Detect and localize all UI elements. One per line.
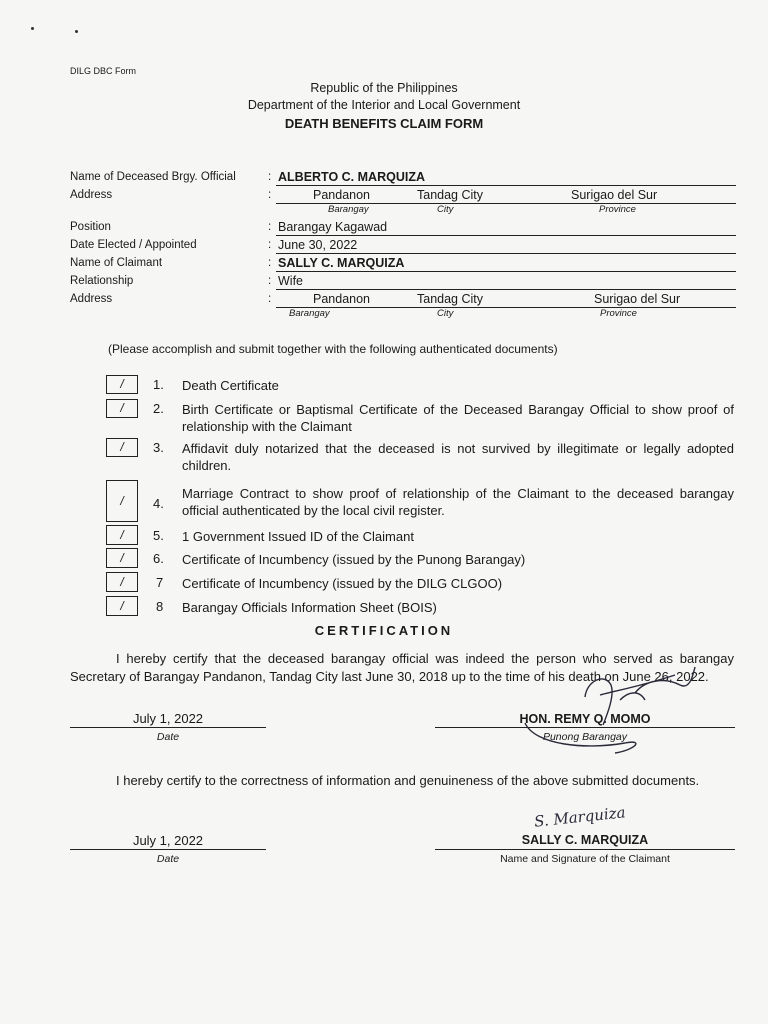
date-elected-label: Date Elected / Appointed — [70, 239, 197, 251]
colon: : — [268, 171, 272, 183]
date-label: Date — [156, 731, 180, 743]
sub-label-province: Province — [600, 308, 637, 319]
check-mark: / — [120, 377, 124, 391]
sub-label-city: City — [437, 204, 454, 215]
position-value: Barangay Kagawad — [278, 220, 388, 234]
document-item-text: 1 Government Issued ID of the Claimant — [182, 529, 414, 544]
claimant-address-barangay: Pandanon — [313, 292, 371, 306]
claimant-address-province: Surigao del Sur — [594, 292, 681, 306]
sub-label-barangay: Barangay — [289, 308, 330, 319]
certification-date-1: July 1, 2022 — [132, 711, 204, 726]
checkbox-incumbency-punong[interactable] — [106, 548, 138, 568]
punong-barangay-title: Punong Barangay — [542, 731, 628, 743]
document-item-text: Barangay Officials Information Sheet (BOIS) — [182, 600, 437, 615]
claimant-signature: S. Marquiza — [533, 803, 627, 831]
claimant-signature-name: SALLY C. MARQUIZA — [521, 833, 649, 847]
check-mark: / — [120, 401, 124, 415]
field-underline — [276, 253, 736, 254]
sub-label-province: Province — [599, 204, 636, 215]
header-republic: Republic of the Philippines — [310, 81, 458, 95]
form-code: DILG DBC Form — [70, 66, 137, 76]
item-number: 8 — [156, 599, 164, 614]
claimant-value: SALLY C. MARQUIZA — [278, 256, 405, 270]
claimant-address-label: Address — [70, 293, 113, 305]
item-number: 5. — [153, 528, 164, 543]
relationship-label: Relationship — [70, 275, 134, 287]
colon: : — [268, 189, 272, 201]
correctness-paragraph: I hereby certify to the correctness of information and genuineness of the above submitted documents. — [116, 773, 700, 788]
item-number: 2. — [153, 401, 164, 416]
field-underline — [276, 235, 736, 236]
claimant-caption: Name and Signature of the Claimant — [500, 853, 670, 865]
deceased-name-label: Name of Deceased Brgy. Official — [70, 171, 236, 183]
document-item-text: Marriage Contract to show proof of relationship of the Claimant to the deceased barangay official authenticated by the local civil register. — [182, 486, 734, 518]
check-mark: / — [120, 494, 124, 508]
check-mark: / — [120, 599, 124, 613]
document-item-text: Certificate of Incumbency (issued by the DILG CLGOO) — [182, 576, 503, 591]
deceased-name-value: ALBERTO C. MARQUIZA — [278, 170, 425, 184]
field-underline — [276, 271, 736, 272]
certification-title: CERTIFICATION — [314, 623, 454, 638]
scan-dot — [75, 30, 78, 33]
colon: : — [268, 239, 272, 251]
check-mark: / — [120, 528, 124, 542]
date-underline — [70, 849, 266, 850]
item-number: 6. — [153, 551, 164, 566]
checkbox-affidavit[interactable] — [106, 438, 138, 457]
checkbox-death-certificate[interactable] — [106, 375, 138, 394]
field-underline — [276, 185, 736, 186]
address-barangay-value: Pandanon — [313, 188, 371, 202]
certification-paragraph: I hereby certify that the deceased barangay official was indeed the person who served as barangay Secretary of Barangay Pandanon, Tandag City last June 30, 2018 up to the time of his death on June 26, 2022. — [70, 651, 734, 684]
checkbox-marriage-contract[interactable] — [106, 480, 138, 522]
date-underline — [70, 727, 266, 728]
claimant-label: Name of Claimant — [70, 257, 163, 269]
colon: : — [268, 275, 272, 287]
date-label: Date — [156, 853, 180, 865]
colon: : — [268, 221, 272, 233]
address-label: Address — [70, 189, 113, 201]
checkbox-bois[interactable] — [106, 596, 138, 616]
position-label: Position — [70, 221, 111, 233]
sub-label-city: City — [437, 308, 454, 319]
item-number: 7 — [156, 575, 164, 590]
field-underline — [276, 307, 736, 308]
address-city-value: Tandag City — [417, 188, 484, 202]
checkbox-government-id[interactable] — [106, 525, 138, 545]
item-number: 4. — [153, 496, 164, 511]
address-province-value: Surigao del Sur — [571, 188, 658, 202]
checkbox-birth-certificate[interactable] — [106, 399, 138, 418]
document-item-text: Certificate of Incumbency (issued by the Punong Barangay) — [182, 552, 526, 567]
instruction-note: (Please accomplish and submit together with the following authenticated documents) — [108, 342, 558, 356]
signature-underline — [435, 849, 735, 850]
claimant-address-city: Tandag City — [417, 292, 484, 306]
document-item-text: Affidavit duly notarized that the deceased is not survived by illegitimate or legally adopted children. — [182, 441, 734, 473]
certification-date-2: July 1, 2022 — [132, 833, 204, 848]
check-mark: / — [120, 551, 124, 565]
form-title: DEATH BENEFITS CLAIM FORM — [284, 116, 484, 131]
item-number: 1. — [153, 377, 164, 392]
punong-barangay-name: HON. REMY Q. MOMO — [519, 712, 651, 726]
header-department: Department of the Interior and Local Government — [247, 98, 521, 112]
checkbox-incumbency-clgoo[interactable] — [106, 572, 138, 592]
date-elected-value: June 30, 2022 — [278, 238, 358, 252]
document-item-text: Death Certificate — [182, 378, 279, 393]
relationship-value: Wife — [278, 274, 303, 288]
check-mark: / — [120, 575, 124, 589]
colon: : — [268, 293, 272, 305]
colon: : — [268, 257, 272, 269]
sub-label-barangay: Barangay — [328, 204, 369, 215]
check-mark: / — [120, 440, 124, 454]
item-number: 3. — [153, 440, 164, 455]
punong-barangay-signature — [515, 655, 715, 755]
document-item-text: Birth Certificate or Baptismal Certificate of the Deceased Barangay Official to show proof of relationship with the Claimant — [182, 402, 734, 434]
field-underline — [276, 289, 736, 290]
scan-dot — [31, 27, 34, 30]
